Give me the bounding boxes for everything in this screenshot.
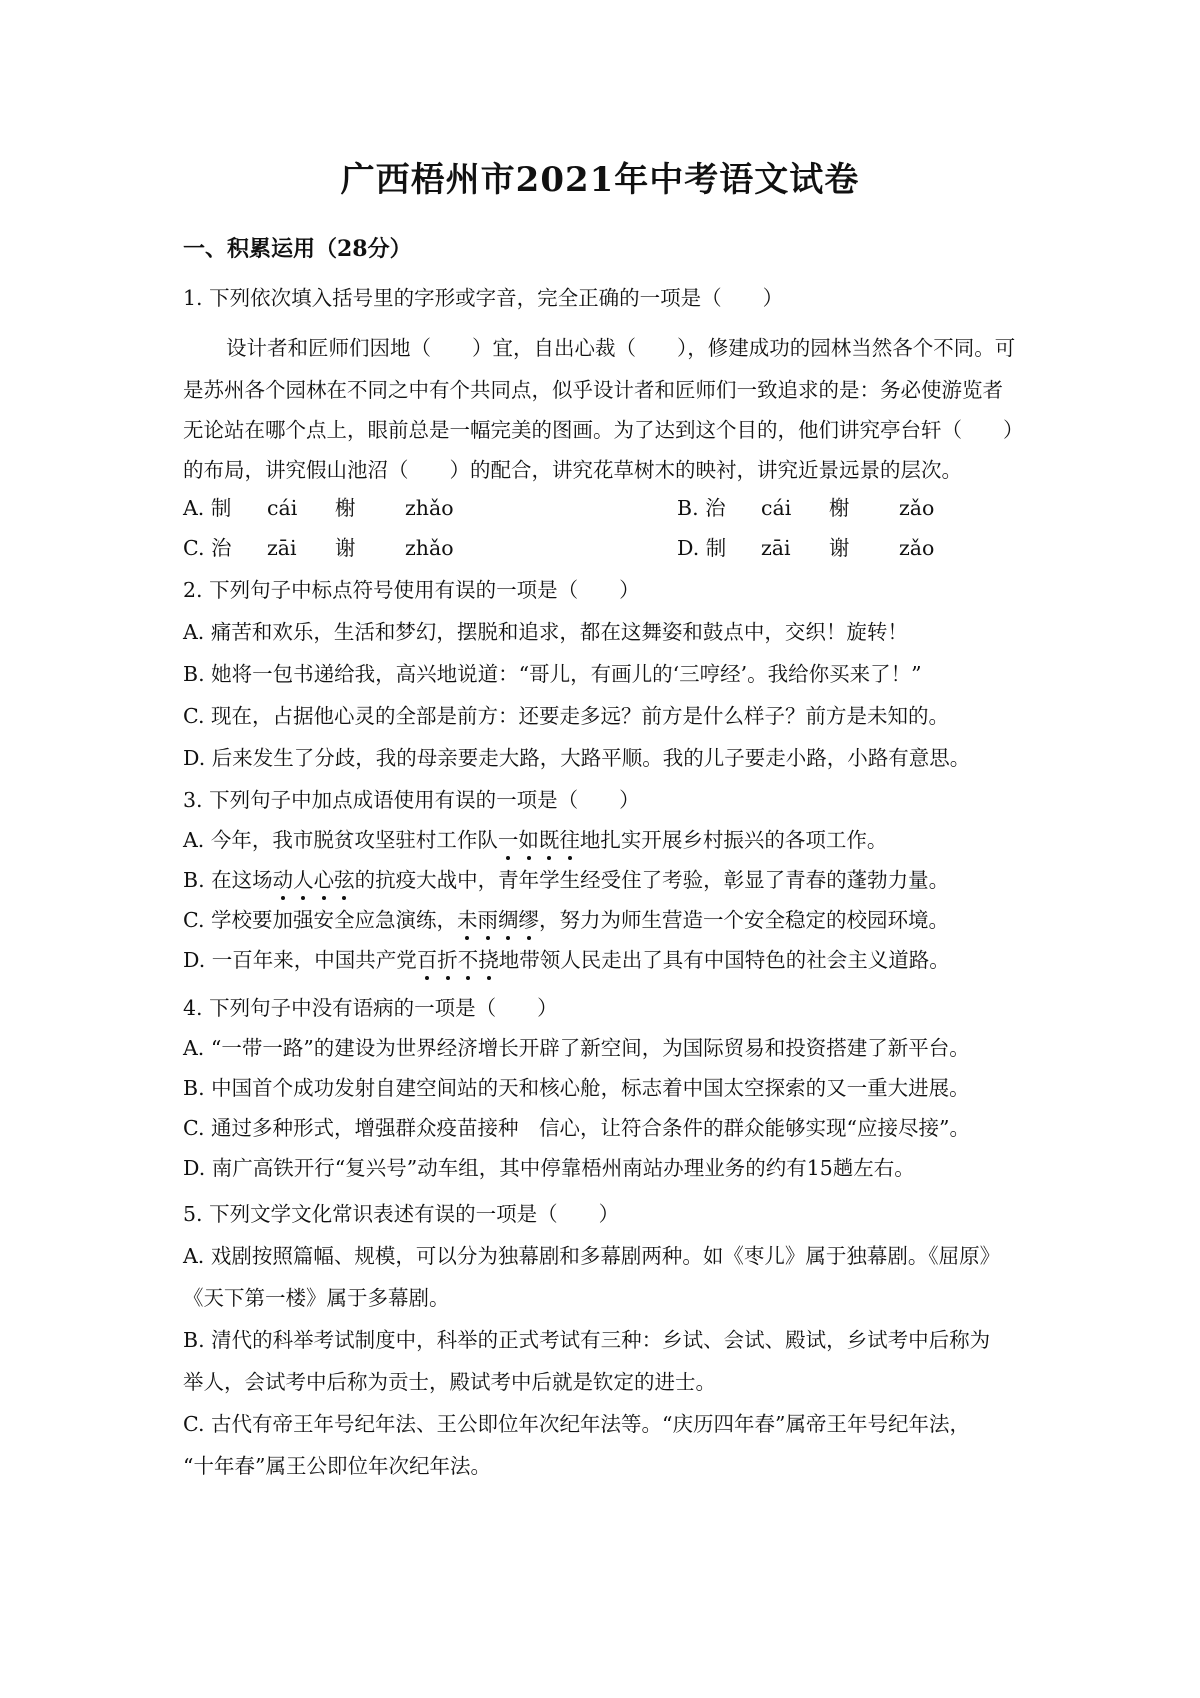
option-label: C. 治: [183, 536, 232, 560]
option-pinyin: zhǎo: [405, 496, 454, 520]
option-pinyin: cái: [761, 496, 792, 520]
question-5-line: B. 清代的科举考试制度中，科举的正式考试有三种：乡试、会试、殿试，乡试考中后称为: [183, 1328, 991, 1352]
question-1-passage-line: 设计者和匠师们因地（ ）宜，自出心裁（ ），修建成功的园林当然各个不同。可: [226, 336, 1016, 360]
question-2-option-d: D. 后来发生了分歧，我的母亲要走大路，大路平顺。我的儿子要走小路，小路有意思。: [183, 746, 971, 770]
question-1-passage-line: 是苏州各个园林在不同之中有个共同点，似乎设计者和匠师们一致追求的是：务必使游览者: [183, 378, 1003, 402]
dotted-idiom: [498, 828, 580, 852]
question-3-option-d: [183, 950, 950, 971]
question-1-option-b: [677, 498, 934, 519]
question-1-passage-line: 的布局，讲究假山池沼（ ）的配合，讲究花草树木的映衬，讲究近景远景的层次。: [183, 458, 962, 482]
option-pinyin: cái: [267, 496, 298, 520]
question-2-option-b: B. 她将一包书递给我，高兴地说道：“哥儿，有画儿的‘三哼经’。我给你买来了！”: [183, 662, 922, 686]
emphasis-dot: [322, 896, 326, 900]
emphasis-dot: [506, 856, 510, 860]
question-5-line: 《天下第一楼》属于多幕剧。: [183, 1286, 450, 1310]
question-2-option-c: C. 现在，占据他心灵的全部是前方：还要走多远？前方是什么样子？前方是未知的。: [183, 704, 949, 728]
question-5-stem: 5. 下列文学文化常识表述有误的一项是（ ）: [183, 1202, 620, 1226]
question-1-stem: 1. 下列依次填入括号里的字形或字音，完全正确的一项是（ ）: [183, 286, 784, 310]
idiom-char: 心: [314, 870, 335, 891]
question-3-option-c: [183, 910, 949, 931]
option-label: A. 制: [183, 496, 232, 520]
option-char: 谢: [335, 536, 356, 560]
option-label: B. 治: [677, 496, 726, 520]
option-text: B. 在这场: [183, 868, 273, 892]
idiom-char: 一: [498, 830, 519, 851]
emphasis-dot: [466, 976, 470, 980]
question-4-option-c: C. 通过多种形式，增强群众疫苗接种 信心，让符合条件的群众能够实现“应接尽接”。: [183, 1116, 970, 1140]
idiom-char: 百: [417, 950, 438, 971]
idiom-char: 往: [559, 830, 580, 851]
question-4-stem: 4. 下列句子中没有语病的一项是（ ）: [183, 996, 558, 1020]
section-heading: 一、积累运用（28分）: [183, 236, 412, 262]
option-text: C. 学校要加强安全应急演练，: [183, 908, 457, 932]
question-1-option-d: [677, 538, 934, 559]
dotted-idiom: [457, 908, 539, 932]
question-3-option-a: [183, 830, 887, 851]
question-5-line: “十年春”属王公即位年次纪年法。: [183, 1454, 491, 1478]
emphasis-dot: [506, 936, 510, 940]
option-pinyin: zǎo: [899, 496, 935, 520]
option-pinyin: zāi: [267, 536, 297, 560]
emphasis-dot: [465, 936, 469, 940]
dotted-idiom: [273, 868, 355, 892]
question-5-line: A. 戏剧按照篇幅、规模，可以分为独幕剧和多幕剧两种。如《枣儿》属于独幕剧。《屈原》: [183, 1244, 1001, 1268]
idiom-char: 绸: [498, 910, 519, 931]
dotted-idiom: [417, 948, 499, 972]
emphasis-dot: [301, 896, 305, 900]
option-label: D. 制: [677, 536, 727, 560]
option-text: ，努力为师生营造一个安全稳定的校园环境。: [539, 908, 949, 932]
question-4-option-a: A. “一带一路”的建设为世界经济增长开辟了新空间，为国际贸易和投资搭建了新平台。: [183, 1036, 970, 1060]
idiom-char: 未: [457, 910, 478, 931]
question-3-option-b: [183, 870, 949, 891]
emphasis-dot: [527, 936, 531, 940]
option-char: 榭: [335, 496, 356, 520]
idiom-char: 挠: [478, 950, 499, 971]
idiom-char: 如: [518, 830, 539, 851]
emphasis-dot: [547, 856, 551, 860]
idiom-char: 不: [458, 950, 479, 971]
option-text: 地带领人民走出了具有中国特色的社会主义道路。: [498, 948, 950, 972]
option-pinyin: zǎo: [899, 536, 935, 560]
option-text: D. 一百年来，中国共产党: [183, 948, 417, 972]
emphasis-dot: [342, 896, 346, 900]
question-1-passage-line: 无论站在哪个点上，眼前总是一幅完美的图画。为了达到这个目的，他们讲究亭台轩（ ）: [183, 418, 1024, 442]
emphasis-dot: [527, 856, 531, 860]
emphasis-dot: [425, 976, 429, 980]
question-4-option-b: B. 中国首个成功发射自建空间站的天和核心舱，标志着中国太空探索的又一重大进展。: [183, 1076, 970, 1100]
option-pinyin: zhǎo: [405, 536, 454, 560]
question-3-stem: 3. 下列句子中加点成语使用有误的一项是（ ）: [183, 788, 640, 812]
emphasis-dot: [446, 976, 450, 980]
question-2-stem: 2. 下列句子中标点符号使用有误的一项是（ ）: [183, 578, 640, 602]
question-1-option-a: [183, 498, 454, 519]
idiom-char: 动: [273, 870, 294, 891]
emphasis-dot: [281, 896, 285, 900]
option-text: 的抗疫大战中，青年学生经受住了考验，彰显了青春的蓬勃力量。: [354, 868, 950, 892]
option-pinyin: zāi: [761, 536, 791, 560]
question-5-line: 举人，会试考中后称为贡士，殿试考中后就是钦定的进士。: [183, 1370, 716, 1394]
idiom-char: 人: [293, 870, 314, 891]
idiom-char: 既: [539, 830, 560, 851]
idiom-char: 弦: [334, 870, 355, 891]
idiom-char: 雨: [478, 910, 499, 931]
question-1-option-c: [183, 538, 454, 559]
question-5-line: C. 古代有帝王年号纪年法、王公即位年次纪年法等。“庆历四年春”属帝王年号纪年法，: [183, 1412, 970, 1436]
emphasis-dot: [486, 936, 490, 940]
idiom-char: 折: [437, 950, 458, 971]
emphasis-dot: [487, 976, 491, 980]
question-4-option-d: D. 南广高铁开行“复兴号”动车组，其中停靠梧州南站办理业务的约有15趟左右。: [183, 1156, 915, 1180]
question-2-option-a: A. 痛苦和欢乐，生活和梦幻，摆脱和追求，都在这舞姿和鼓点中，交织！旋转！: [183, 620, 908, 644]
page-title: 广西梧州市2021年中考语文试卷: [340, 160, 860, 200]
option-text: A. 今年，我市脱贫攻坚驻村工作队: [183, 828, 498, 852]
option-char: 谢: [829, 536, 850, 560]
idiom-char: 缪: [519, 910, 540, 931]
option-text: 地扎实开展乡村振兴的各项工作。: [579, 828, 888, 852]
option-char: 榭: [829, 496, 850, 520]
emphasis-dot: [568, 856, 572, 860]
